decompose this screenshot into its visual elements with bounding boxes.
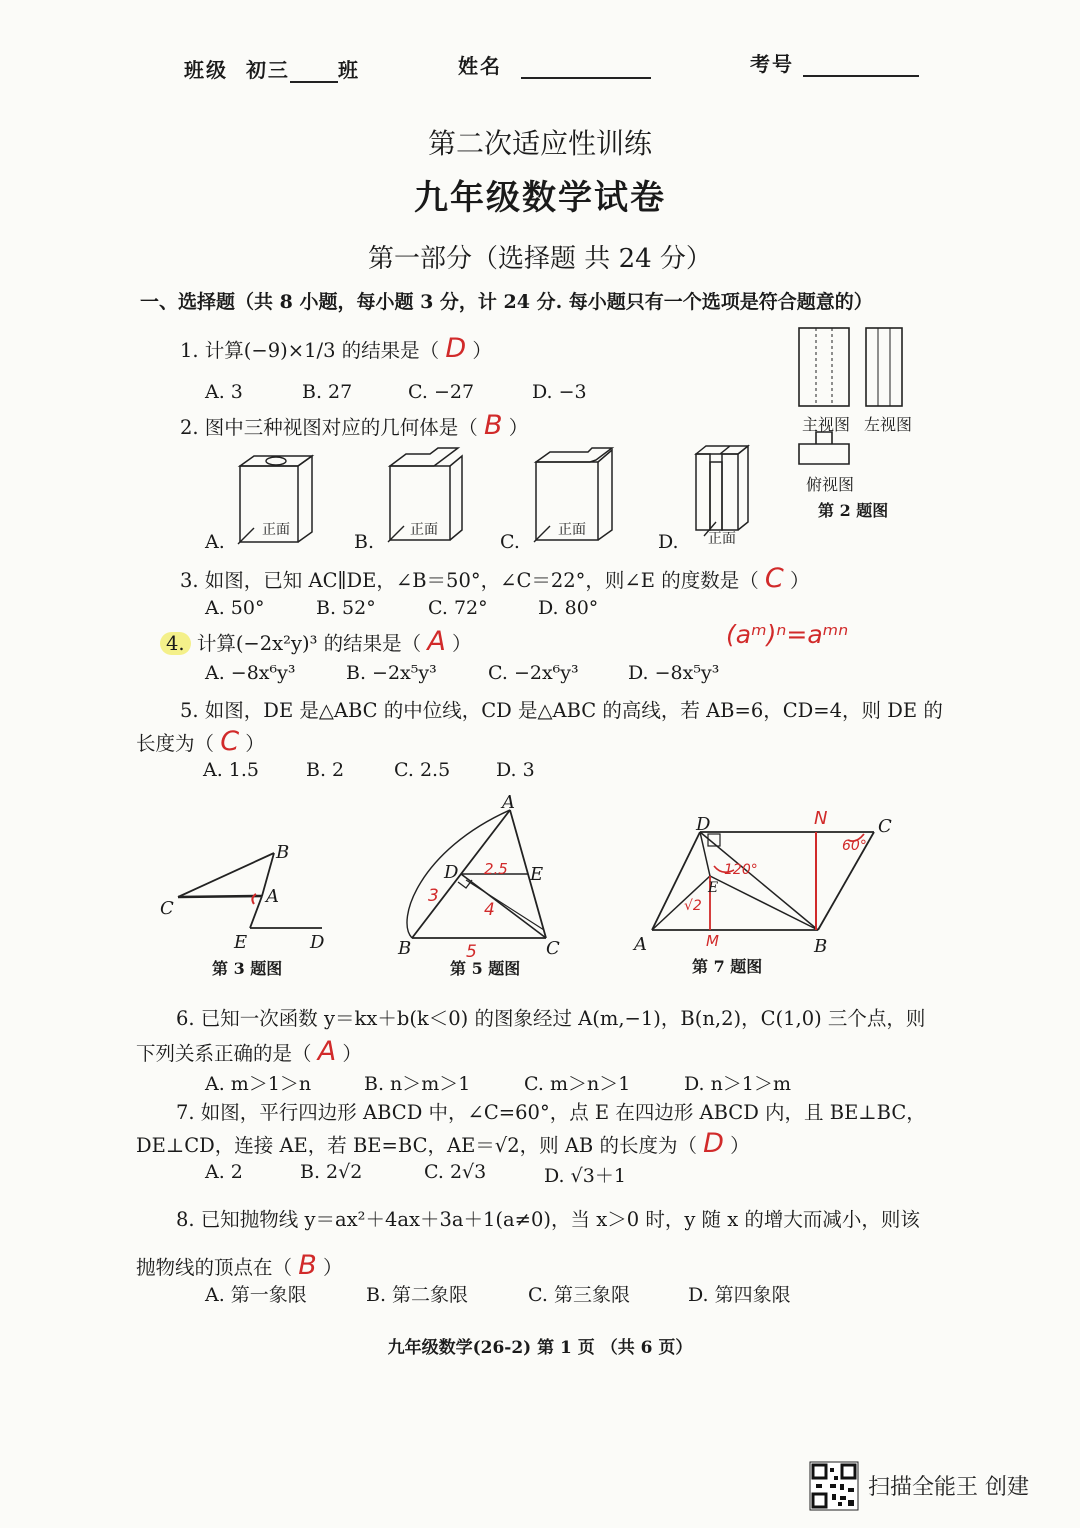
fig3-label-e: E — [234, 932, 248, 953]
fig3-label-a: A — [266, 886, 279, 907]
question-3-close: ） — [789, 569, 810, 592]
class-value: 初三 — [245, 58, 290, 82]
fig7-label-d: D — [696, 814, 711, 835]
exam-title: 九年级数学试卷 — [414, 178, 666, 218]
question-8-text2: 抛物线的顶点在（ — [136, 1256, 293, 1279]
fig7-label-c: C — [878, 816, 892, 837]
figure-5 — [407, 810, 546, 938]
fig7-note-60: 60° — [842, 838, 867, 854]
q2-option-d: D. — [658, 531, 679, 553]
q5-option-a: A. 1.5 — [203, 759, 260, 781]
fig7-note-root2: √2 — [684, 898, 702, 914]
q6-option-c: C. m＞n＞1 — [524, 1073, 631, 1095]
fig3-label-b: B — [276, 842, 290, 863]
question-1-close: ） — [472, 339, 492, 362]
q6-option-a: A. m＞1＞n — [205, 1073, 312, 1095]
q3-option-a: A. 50° — [205, 597, 265, 619]
question-5-text2: 长度为（ — [136, 732, 215, 755]
question-4-text: 计算(−2x²y)³ 的结果是（ — [196, 632, 422, 655]
question-6-answer: A — [317, 1036, 337, 1067]
fig5-label-c: C — [546, 938, 560, 959]
question-4-number: 4. — [160, 632, 191, 655]
part-heading: 第一部分（选择题 共 24 分） — [368, 244, 712, 274]
question-7-line2 — [136, 1128, 750, 1159]
q1-option-d: D. −3 — [532, 381, 587, 403]
front-view-label: 主视图 — [802, 415, 851, 434]
face-label-d: 正面 — [708, 531, 736, 547]
question-7-text2: DE⊥CD，连接 AE，若 BE=BC，AE＝√2，则 AB 的长度为（ — [136, 1134, 697, 1157]
question-5-close: ） — [245, 732, 265, 755]
figure-7-caption: 第 7 题图 — [692, 957, 763, 976]
question-6-close: ） — [342, 1042, 362, 1065]
q7-option-d: D. √3＋1 — [544, 1165, 626, 1187]
fig7-note-120: 120° — [724, 862, 758, 878]
q5-option-c: C. 2.5 — [394, 759, 451, 781]
question-4-note: (aᵐ)ⁿ=aᵐⁿ — [726, 620, 849, 649]
name-label: 姓名 — [458, 54, 502, 78]
fig5-label-d: D — [444, 862, 459, 883]
qr-code-icon — [810, 1462, 858, 1510]
fig5-note-5: 5 — [466, 942, 477, 962]
question-8-answer: B — [298, 1250, 317, 1281]
question-4-answer: A — [427, 626, 446, 657]
page-footer: 九年级数学(26-2) 第 1 页 （共 6 页） — [387, 1338, 693, 1358]
q4-option-a: A. −8x⁶y³ — [205, 662, 296, 684]
fig5-note-2-5: 2.5 — [484, 860, 508, 878]
fig7-label-b: B — [814, 936, 828, 957]
q3-option-b: B. 52° — [316, 597, 376, 619]
q4-option-d: D. −8x⁵y³ — [628, 662, 720, 684]
question-2-close: ） — [508, 416, 529, 439]
fig7-label-m: M — [706, 932, 719, 950]
question-8: 8. 已知抛物线 y＝ax²＋4ax＋3a＋1(a≠0)，当 x＞0 时，y 随 x 的增大而减小，则该 — [176, 1208, 920, 1231]
top-view-label: 俯视图 — [806, 475, 855, 494]
q2-option-b: B. — [354, 531, 375, 553]
figure-3 — [178, 853, 322, 928]
exam-no-label: 考号 — [750, 52, 794, 76]
q8-option-d: D. 第四象限 — [688, 1284, 791, 1306]
q4-option-b: B. −2x⁵y³ — [346, 662, 437, 684]
question-2-text: 2. 图中三种视图对应的几何体是（ — [180, 416, 478, 439]
question-7-close: ） — [730, 1134, 750, 1157]
fig7-label-a: A — [634, 934, 647, 955]
figure-5-caption: 第 5 题图 — [450, 959, 521, 978]
figure-2-caption: 第 2 题图 — [818, 501, 889, 520]
question-6: 6. 已知一次函数 y＝kx＋b(k＜0) 的图象经过 A(m,−1)，B(n,2)，C(1,0) 三个点，则 — [176, 1007, 926, 1030]
fig3-label-d: D — [310, 932, 325, 953]
question-6-line2 — [136, 1036, 362, 1067]
question-5: 5. 如图，DE 是△ABC 的中位线，CD 是△ABC 的高线，若 AB=6，CD=4，则 DE 的 — [180, 699, 943, 722]
fig5-label-e: E — [530, 864, 544, 885]
q8-option-c: C. 第三象限 — [528, 1284, 630, 1306]
question-7: 7. 如图，平行四边形 ABCD 中，∠C=60°，点 E 在四边形 ABCD 内，且 BE⊥BC， — [176, 1101, 926, 1124]
q7-option-a: A. 2 — [205, 1161, 243, 1183]
question-1-answer: D — [445, 333, 467, 364]
q5-option-b: B. 2 — [306, 759, 345, 781]
question-4-close: ） — [452, 632, 472, 655]
fig5-label-a: A — [502, 792, 515, 813]
q5-option-d: D. 3 — [496, 759, 535, 781]
face-label-c: 正面 — [558, 522, 586, 538]
question-5-answer: C — [220, 726, 240, 757]
class-label: 班级 — [184, 58, 228, 82]
q7-option-b: B. 2√2 — [300, 1161, 363, 1183]
q1-option-b: B. 27 — [302, 381, 353, 403]
face-label-b: 正面 — [410, 522, 438, 538]
exam-subtitle: 第二次适应性训练 — [427, 127, 652, 160]
q1-option-c: C. −27 — [408, 381, 475, 403]
question-8-line2 — [136, 1250, 342, 1281]
class-suffix: 班 — [337, 58, 360, 82]
fig5-note-4: 4 — [484, 900, 495, 920]
q6-option-d: D. n＞1＞m — [684, 1073, 791, 1095]
q3-option-d: D. 80° — [538, 597, 599, 619]
question-1-text: 1. 计算(−9)×1/3 的结果是（ — [180, 339, 440, 362]
question-7-answer: D — [703, 1128, 724, 1159]
face-label-a: 正面 — [262, 522, 290, 538]
fig7-label-n: N — [814, 808, 828, 829]
q6-option-b: B. n＞m＞1 — [364, 1073, 471, 1095]
left-view-label: 左视图 — [864, 415, 913, 434]
q2-option-c: C. — [500, 531, 520, 553]
question-6-text2: 下列关系正确的是（ — [136, 1042, 312, 1065]
scanner-brand: 扫描全能王 创建 — [868, 1475, 1029, 1500]
q1-option-a: A. 3 — [205, 381, 243, 403]
question-2-answer: B — [484, 410, 503, 441]
q8-option-a: A. 第一象限 — [205, 1284, 307, 1306]
q4-option-c: C. −2x⁶y³ — [488, 662, 579, 684]
q2-option-a: A. — [205, 531, 225, 553]
fig7-label-e: E — [708, 880, 719, 896]
q7-option-c: C. 2√3 — [424, 1161, 487, 1183]
fig5-note-3: 3 — [428, 886, 439, 906]
fig5-label-b: B — [398, 938, 412, 959]
figure-3-caption: 第 3 题图 — [212, 959, 283, 978]
fig3-label-c: C — [160, 898, 174, 919]
section-heading: 一、选择题（共 8 小题，每小题 3 分，计 24 分. 每小题只有一个选项是符合题意的） — [140, 291, 873, 313]
question-3-text: 3. 如图，已知 AC∥DE，∠B＝50°，∠C＝22°，则∠E 的度数是（ — [180, 569, 759, 592]
figure-7 — [652, 832, 874, 930]
q3-option-c: C. 72° — [428, 597, 488, 619]
question-3-answer: C — [764, 563, 784, 594]
question-8-close: ） — [322, 1256, 343, 1279]
q8-option-b: B. 第二象限 — [366, 1284, 469, 1306]
